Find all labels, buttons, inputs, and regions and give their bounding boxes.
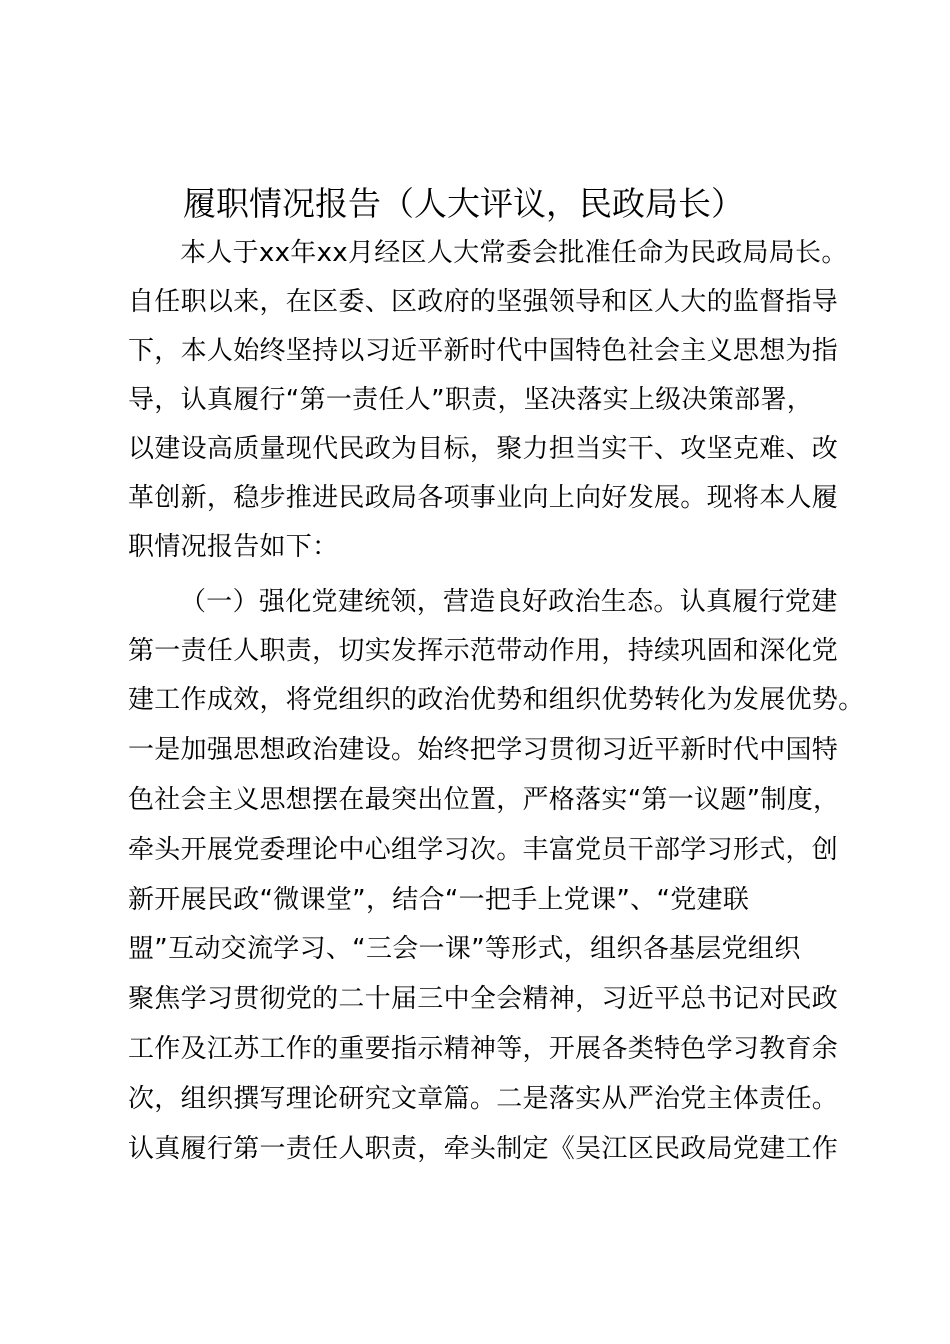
paragraph-line: 次，组织撰写理论研究文章篇。二是落实从严治党主体责任。 <box>128 1084 839 1114</box>
paragraph-line: （一）强化党建统领，营造良好政治生态。认真履行党建 <box>180 587 838 617</box>
paragraph-line: 革创新，稳步推进民政局各项事业向上向好发展。现将本人履 <box>128 483 839 513</box>
paragraph-line: 新开展民政“微课堂”，结合“一把手上党课”、“党建联 <box>128 885 750 915</box>
paragraph-line: 自任职以来，在区委、区政府的坚强领导和区人大的监督指导 <box>128 287 839 317</box>
paragraph-line: 职情况报告如下： <box>128 532 339 562</box>
document-title: 履职情况报告（人大评议，民政局长） <box>183 184 744 223</box>
paragraph-line: 导，认真履行“第一责任人”职责，坚决落实上级决策部署， <box>128 385 814 415</box>
paragraph-line: 下，本人始终坚持以习近平新时代中国特色社会主义思想为指 <box>128 336 839 366</box>
paragraph-line: 第一责任人职责，切实发挥示范带动作用，持续巩固和深化党 <box>128 636 839 666</box>
paragraph-line: 牵头开展党委理论中心组学习次。丰富党员干部学习形式，创 <box>128 835 839 865</box>
paragraph-line: 建工作成效，将党组织的政治优势和组织优势转化为发展优势。 <box>128 685 865 715</box>
paragraph-line: 本人于xx年xx月经区人大常委会批准任命为民政局局长。 <box>180 238 848 268</box>
paragraph-line: 聚焦学习贯彻党的二十届三中全会精神，习近平总书记对民政 <box>128 984 839 1014</box>
paragraph-line: 一是加强思想政治建设。始终把学习贯彻习近平新时代中国特 <box>128 735 839 765</box>
paragraph-line: 以建设高质量现代民政为目标，聚力担当实干、攻坚克难、改 <box>128 434 839 464</box>
paragraph-line: 色社会主义思想摆在最突出位置，严格落实“第一议题”制度， <box>128 785 840 815</box>
paragraph-line: 盟”互动交流学习、“三会一课”等形式，组织各基层党组织 <box>128 934 801 964</box>
paragraph-line: 认真履行第一责任人职责，牵头制定《吴江区民政局党建工作 <box>128 1134 839 1164</box>
paragraph-line: 工作及江苏工作的重要指示精神等，开展各类特色学习教育余 <box>128 1034 839 1064</box>
